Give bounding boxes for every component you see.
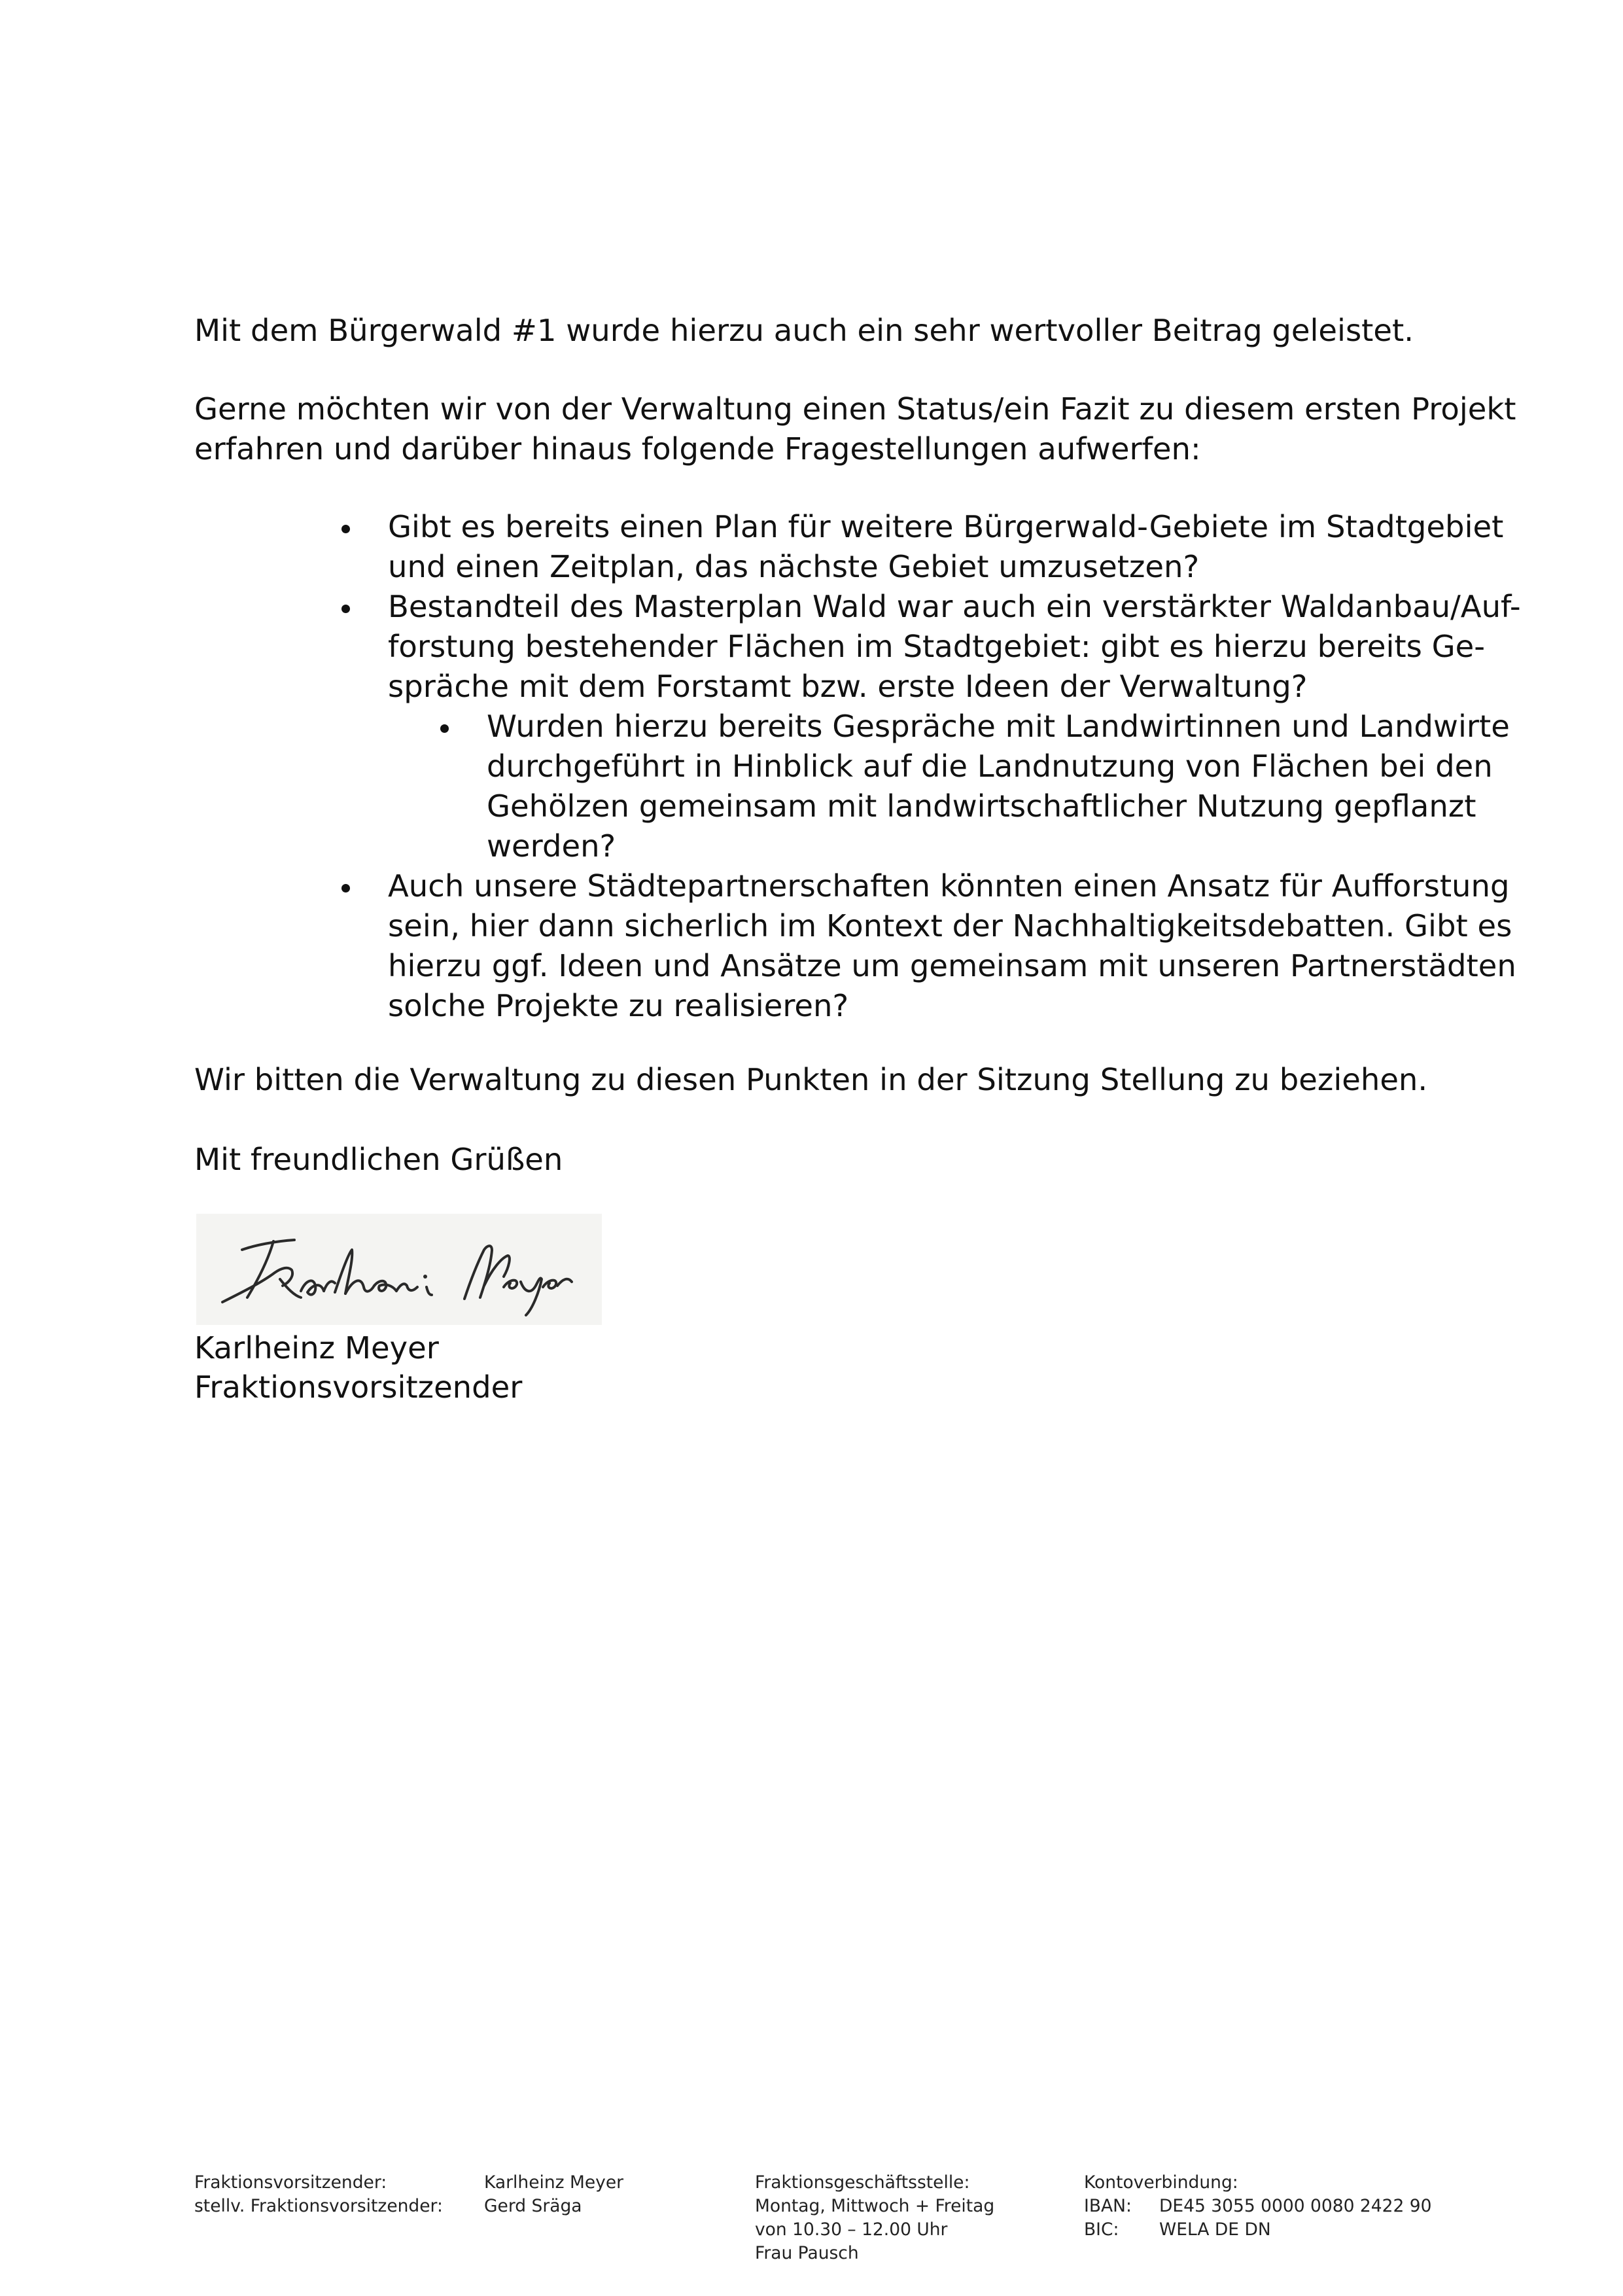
footer-value: Fraktionsgeschäftsstelle: (755, 2172, 970, 2193)
request-line-2: erfahren und darüber hinaus folgende Fragestellungen aufwerfen: (194, 431, 1201, 467)
list-item-line: forstung bestehender Flächen im Stadtgebiet: gibt es hierzu bereits Ge- (388, 629, 1486, 664)
request-line-1: Gerne möchten wir von der Verwaltung einen Status/ein Fazit zu diesem ersten Projekt (194, 391, 1516, 427)
footer-bank-label: IBAN: (1084, 2196, 1132, 2216)
list-item-line: Bestandteil des Masterplan Wald war auch ein verstärkter Waldanbau/Auf- (388, 589, 1521, 624)
bullet-icon (440, 724, 449, 733)
sub-list-item (487, 707, 1599, 866)
footer-value: von 10.30 – 12.00 Uhr (755, 2219, 948, 2240)
footer-label: Fraktionsvorsitzender: (194, 2172, 387, 2193)
bullet-icon (341, 525, 350, 533)
footer-label: stellv. Fraktionsvorsitzender: (194, 2196, 443, 2216)
signature-image (196, 1214, 602, 1325)
footer-iban: DE45 3055 0000 0080 2422 90 (1159, 2196, 1432, 2216)
sub-list-item-line: werden? (487, 828, 616, 864)
list-item-line: solche Projekte zu realisieren? (388, 988, 849, 1023)
list-item-line: und einen Zeitplan, das nächste Gebiet umzusetzen? (388, 549, 1200, 584)
greeting: Mit freundlichen Grüßen (194, 1142, 563, 1177)
footer-value: Frau Pausch (755, 2243, 859, 2263)
list-item-line: sein, hier dann sicherlich im Kontext der Nachhaltigkeitsdebatten. Gibt es (388, 908, 1512, 944)
list-item-line: hierzu ggf. Ideen und Ansätze um gemeinsam mit unseren Partnerstädten (388, 948, 1516, 983)
footer-bic: WELA DE DN (1159, 2219, 1271, 2240)
list-item-line: Gibt es bereits einen Plan für weitere Bürgerwald-Gebiete im Stadtgebiet (388, 509, 1504, 544)
signatory-name: Karlheinz Meyer (194, 1330, 439, 1366)
bullet-icon (341, 605, 350, 613)
closing-request: Wir bitten die Verwaltung zu diesen Punkten in der Sitzung Stellung zu beziehen. (194, 1062, 1428, 1097)
list-item-line: Auch unsere Städtepartnerschaften könnten einen Ansatz für Aufforstung (388, 868, 1510, 904)
list-item-line: spräche mit dem Forstamt bzw. erste Ideen der Verwaltung? (388, 669, 1308, 704)
intro-paragraph: Mit dem Bürgerwald #1 wurde hierzu auch ein sehr wertvoller Beitrag geleistet. (194, 313, 1414, 348)
footer-value: Karlheinz Meyer (484, 2172, 624, 2193)
footer-office (755, 2171, 994, 2265)
bullet-icon (341, 884, 350, 892)
list-item (388, 507, 1504, 587)
footer-bank-values (1159, 2195, 1431, 2242)
list-item (388, 866, 1516, 1026)
handwritten-signature-icon (196, 1214, 602, 1325)
footer-value: Gerd Sräga (484, 2196, 582, 2216)
list-item (388, 587, 1521, 707)
footer-chairs-labels (194, 2171, 443, 2218)
sub-list-item-line: Wurden hierzu bereits Gespräche mit Landwirtinnen und Landwirte (487, 709, 1510, 744)
sub-list-item-line: Gehölzen gemeinsam mit landwirtschaftlicher Nutzung gepflanzt (487, 788, 1476, 824)
signatory-role: Fraktionsvorsitzender (194, 1369, 523, 1405)
sub-list-item-line: durchgeführt in Hinblick auf die Landnutzung von Flächen bei den (487, 749, 1493, 784)
footer-bank-title: Kontoverbindung: (1084, 2172, 1238, 2193)
footer-bank-label: BIC: (1084, 2219, 1119, 2240)
footer-chairs-names (484, 2171, 623, 2218)
footer-value: Montag, Mittwoch + Freitag (755, 2196, 995, 2216)
request-paragraph (194, 389, 1516, 469)
